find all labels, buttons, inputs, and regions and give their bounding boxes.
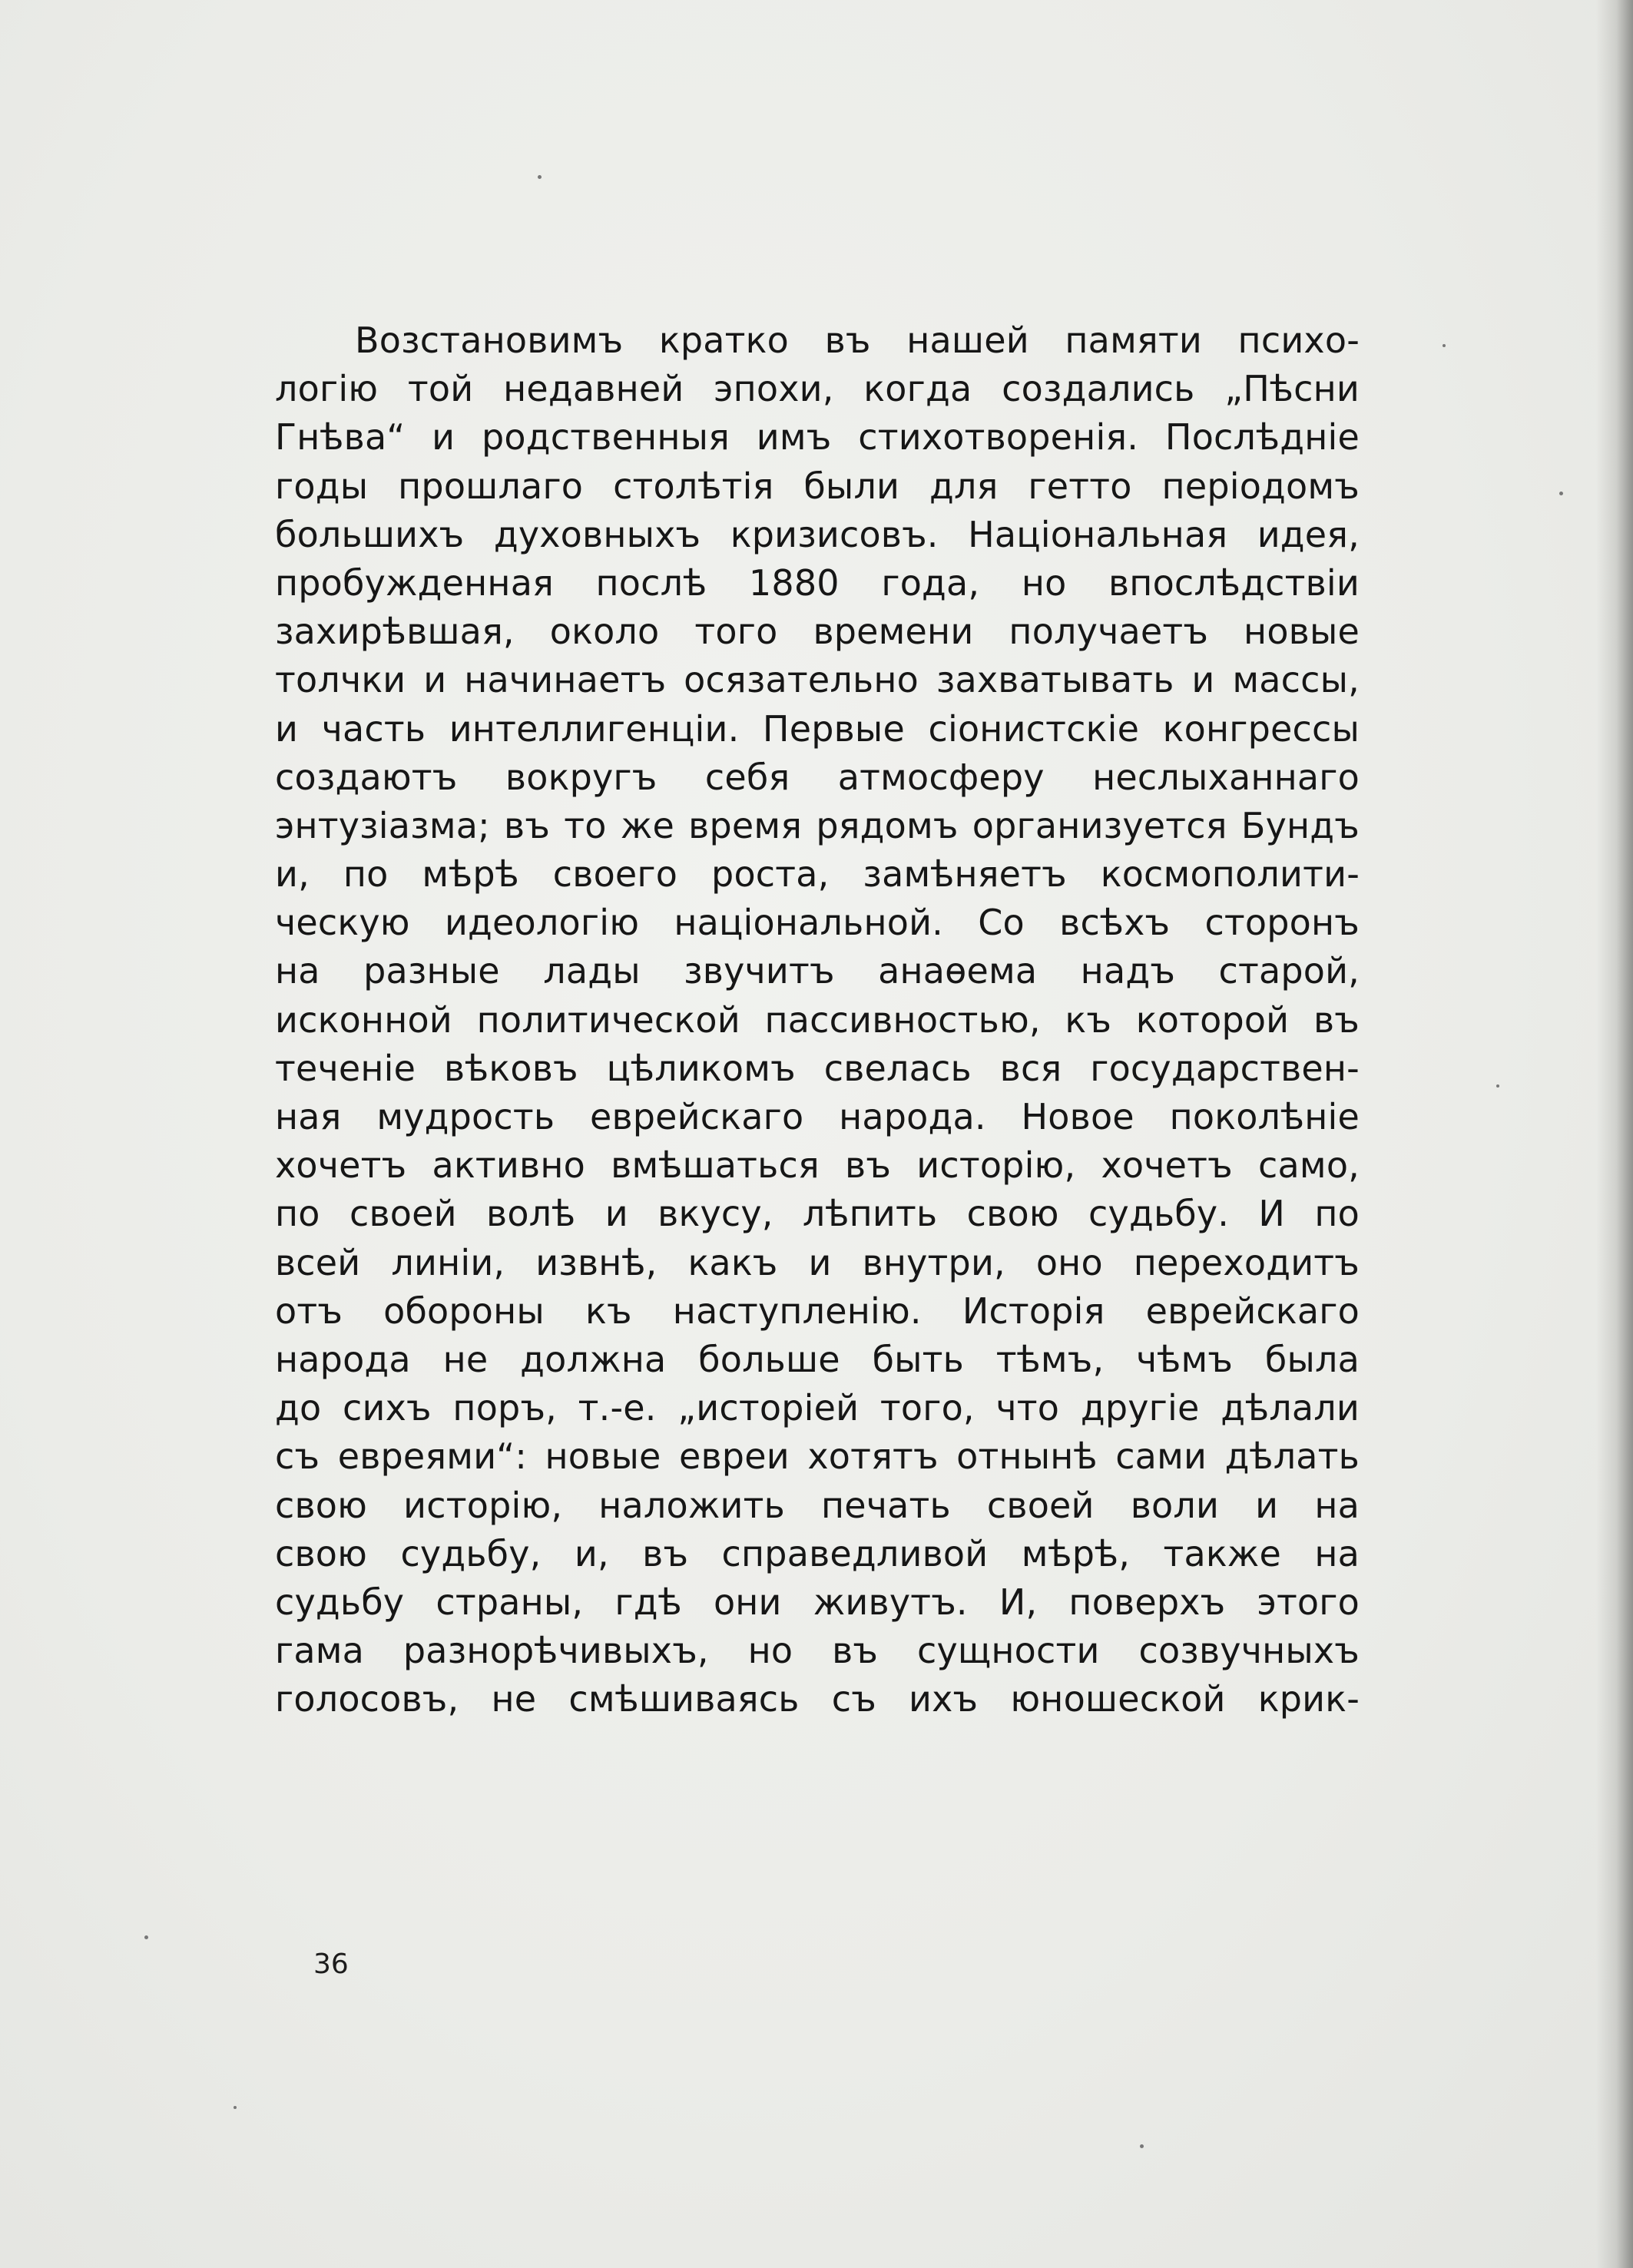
text-line: судьбу страны, гдѣ они живутъ. И, поверхъ этого <box>275 1581 1360 1623</box>
text-line: народа не должна больше быть тѣмъ, чѣмъ была <box>275 1338 1360 1380</box>
body-paragraph <box>275 316 1360 1723</box>
text-line: исконной политической пассивностью, къ которой въ <box>275 998 1360 1041</box>
paper-speck <box>1140 2144 1144 2148</box>
text-line: по своей волѣ и вкусу, лѣпить свою судьбу. И по <box>275 1193 1360 1235</box>
paper-speck <box>538 175 542 179</box>
text-line: ная мудрость еврейскаго народа. Новое поколѣніе <box>275 1096 1360 1137</box>
text-line: Гнѣва“ и родственныя имъ стихотворенія. Послѣдніе <box>275 416 1360 459</box>
text-line: голосовъ, не смѣшиваясь съ ихъ юношеской крик- <box>275 1678 1360 1720</box>
text-line: гама разнорѣчивыхъ, но въ сущности созвучныхъ <box>275 1630 1360 1672</box>
paper-speck <box>1559 492 1563 495</box>
text-line: ческую идеологію національной. Со всѣхъ сторонъ <box>275 902 1360 944</box>
page-number: 36 <box>313 1948 349 1980</box>
paper-speck <box>144 1935 148 1939</box>
text-line: отъ обороны къ наступленію. Исторія еврейскаго <box>275 1290 1360 1332</box>
text-line: и, по мѣрѣ своего роста, замѣняетъ космополити- <box>275 853 1360 896</box>
text-line: всей линіи, извнѣ, какъ и внутри, оно переходитъ <box>275 1241 1360 1283</box>
text-line: на разные лады звучитъ анаѳема надъ старой, <box>275 950 1360 992</box>
paper-speck <box>234 2106 237 2109</box>
text-line: теченіе вѣковъ цѣликомъ свелась вся государствен- <box>275 1047 1360 1089</box>
text-line: большихъ духовныхъ кризисовъ. Національная идея, <box>275 513 1360 555</box>
text-line: свою судьбу, и, въ справедливой мѣрѣ, также на <box>275 1532 1360 1574</box>
text-line: свою исторію, наложить печать своей воли и на <box>275 1484 1360 1526</box>
text-line: Возстановимъ кратко въ нашей памяти психо- <box>355 320 1360 361</box>
text-line: логію той недавней эпохи, когда создались „Пѣсни <box>275 368 1360 410</box>
text-line: до сихъ поръ, т.-е. „исторіей того, что другіе дѣлали <box>275 1387 1360 1429</box>
text-line: пробужденная послѣ 1880 года, но впослѣдствіи <box>275 561 1360 604</box>
page-edge-shadow <box>1596 0 1633 2268</box>
text-line: съ евреями“: новые евреи хотятъ отнынѣ сами дѣлать <box>275 1435 1360 1478</box>
text-line: толчки и начинаетъ осязательно захватывать и массы, <box>275 659 1360 701</box>
text-line: годы прошлаго столѣтія были для гетто періодомъ <box>275 465 1360 507</box>
text-line: создаютъ вокругъ себя атмосферу неслыханнаго <box>275 756 1360 798</box>
paper-speck <box>1443 344 1446 347</box>
paper-speck <box>1496 1084 1499 1088</box>
text-line: хочетъ активно вмѣшаться въ исторію, хочетъ само, <box>275 1144 1360 1187</box>
text-line: энтузіазма; въ то же время рядомъ организуется Бундъ <box>275 804 1360 846</box>
text-line: захирѣвшая, около того времени получаетъ новые <box>275 611 1360 653</box>
text-line: и часть интеллигенціи. Первые сіонистскіе конгрессы <box>275 707 1360 750</box>
